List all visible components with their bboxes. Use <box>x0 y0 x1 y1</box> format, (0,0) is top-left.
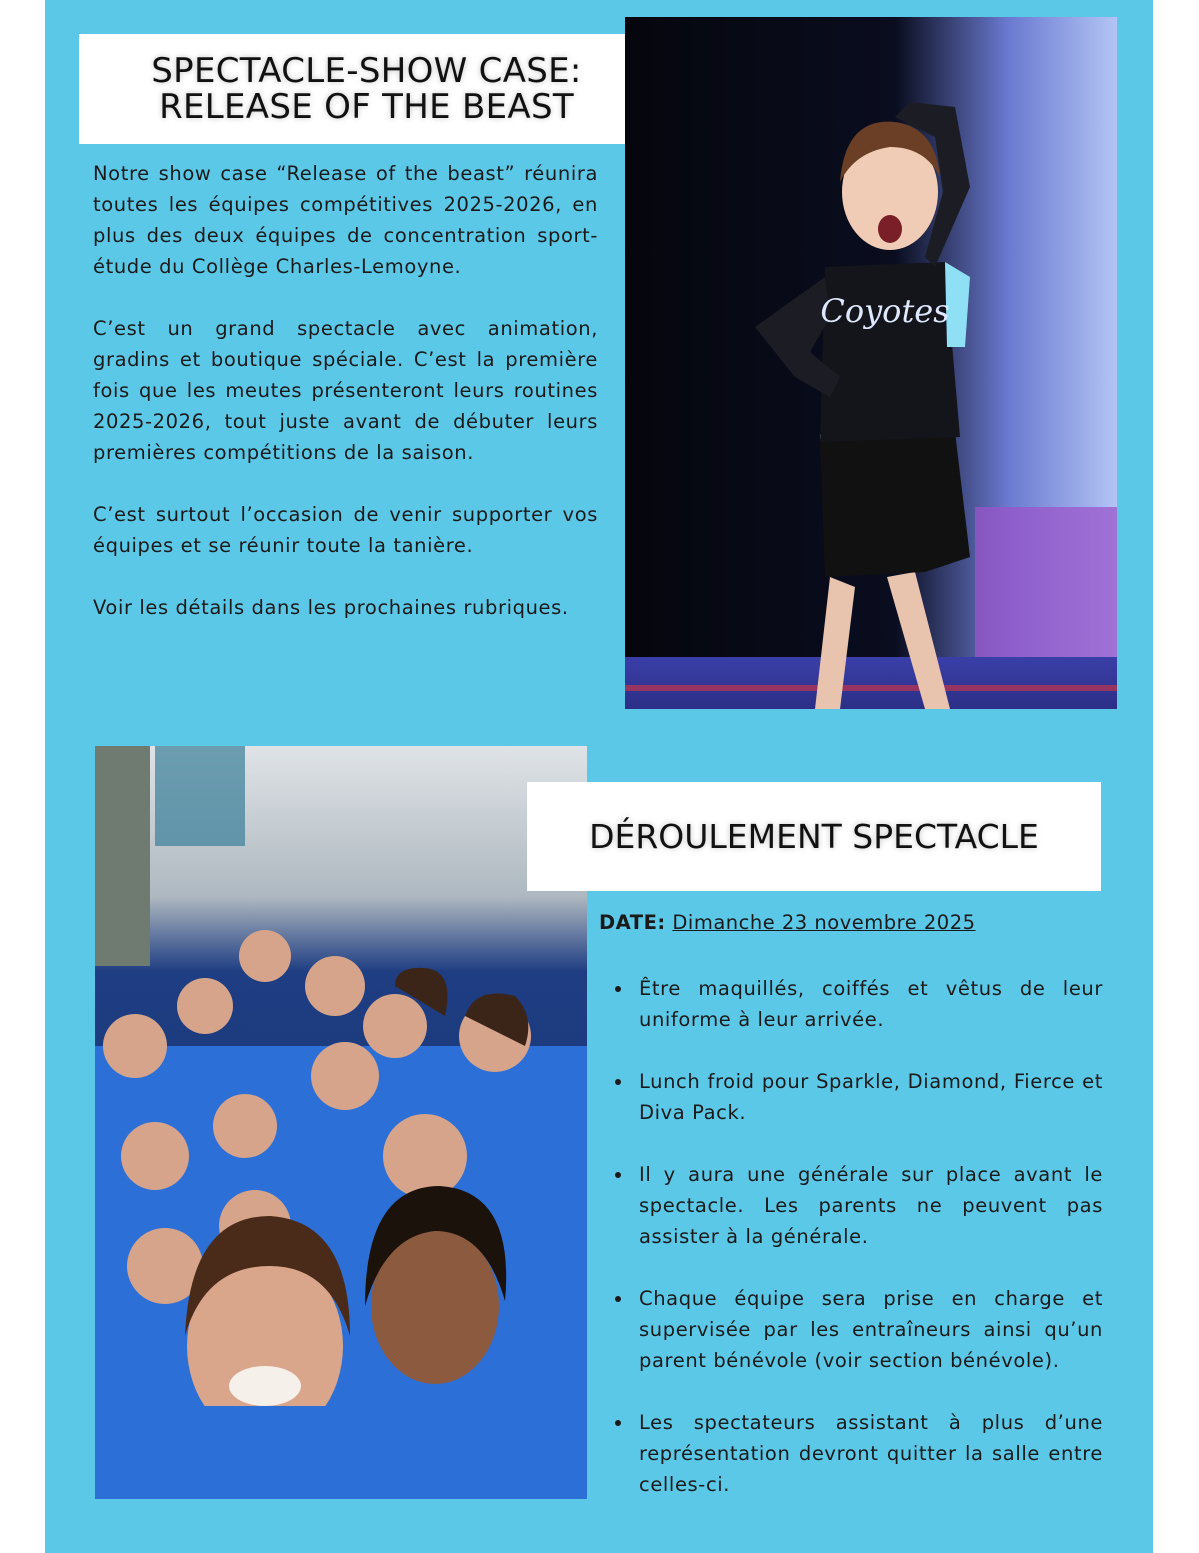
intro-paragraph: C’est surtout l’occasion de venir supporter vos équipes et se réunir toute la tanière. <box>93 503 598 557</box>
list-item-text: Chaque équipe sera prise en charge et supervisée par les entraîneurs ainsi qu’un parent bénévole (voir section bénévole). <box>639 1287 1103 1372</box>
bullet-icon <box>615 1079 621 1085</box>
intro-paragraph: C’est un grand spectacle avec animation, gradins et boutique spéciale. C’est la première fois que les meutes présenteront leurs routines 2025-2026, tout juste avant de débuter leurs premières compétitions de la saison. <box>93 317 598 464</box>
dancer-photo <box>625 17 1117 709</box>
bullet-icon <box>615 1296 621 1302</box>
date-value: Dimanche 23 novembre 2025 <box>672 911 976 934</box>
event-date <box>599 911 976 934</box>
page-title-line-2: RELEASE OF THE BEAST <box>159 87 574 127</box>
intro-text <box>93 158 598 654</box>
list-item-text: Lunch froid pour Sparkle, Diamond, Fierce et Diva Pack. <box>639 1070 1103 1124</box>
list-item-text: Il y aura une générale sur place avant le spectacle. Les parents ne peuvent pas assister à la générale. <box>639 1163 1103 1248</box>
section-title: DÉROULEMENT SPECTACLE <box>527 782 1101 891</box>
uniform-logo-text: Coyotes <box>820 292 950 330</box>
list-item <box>611 1283 1103 1376</box>
list-item <box>611 973 1103 1035</box>
list-item <box>611 1407 1103 1500</box>
instructions-list <box>611 973 1103 1531</box>
intro-paragraph: Notre show case “Release of the beast” réunira toutes les équipes compétitives 2025-2026, en plus des deux équipes de concentration sport-étude du Collège Charles-Lemoyne. <box>93 162 598 278</box>
list-item-text: Les spectateurs assistant à plus d’une représentation devront quitter la salle entre celles-ci. <box>639 1411 1103 1496</box>
page-title <box>79 34 654 144</box>
bullet-icon <box>615 986 621 992</box>
list-item <box>611 1066 1103 1128</box>
team-photo <box>95 746 587 1499</box>
page-title-line-1: SPECTACLE-SHOW CASE: <box>151 51 582 91</box>
date-label: DATE: <box>599 911 666 934</box>
bullet-icon <box>615 1420 621 1426</box>
list-item-text: Être maquillés, coiffés et vêtus de leur uniforme à leur arrivée. <box>639 977 1103 1031</box>
intro-paragraph: Voir les détails dans les prochaines rubriques. <box>93 596 569 619</box>
list-item <box>611 1159 1103 1252</box>
bullet-icon <box>615 1172 621 1178</box>
